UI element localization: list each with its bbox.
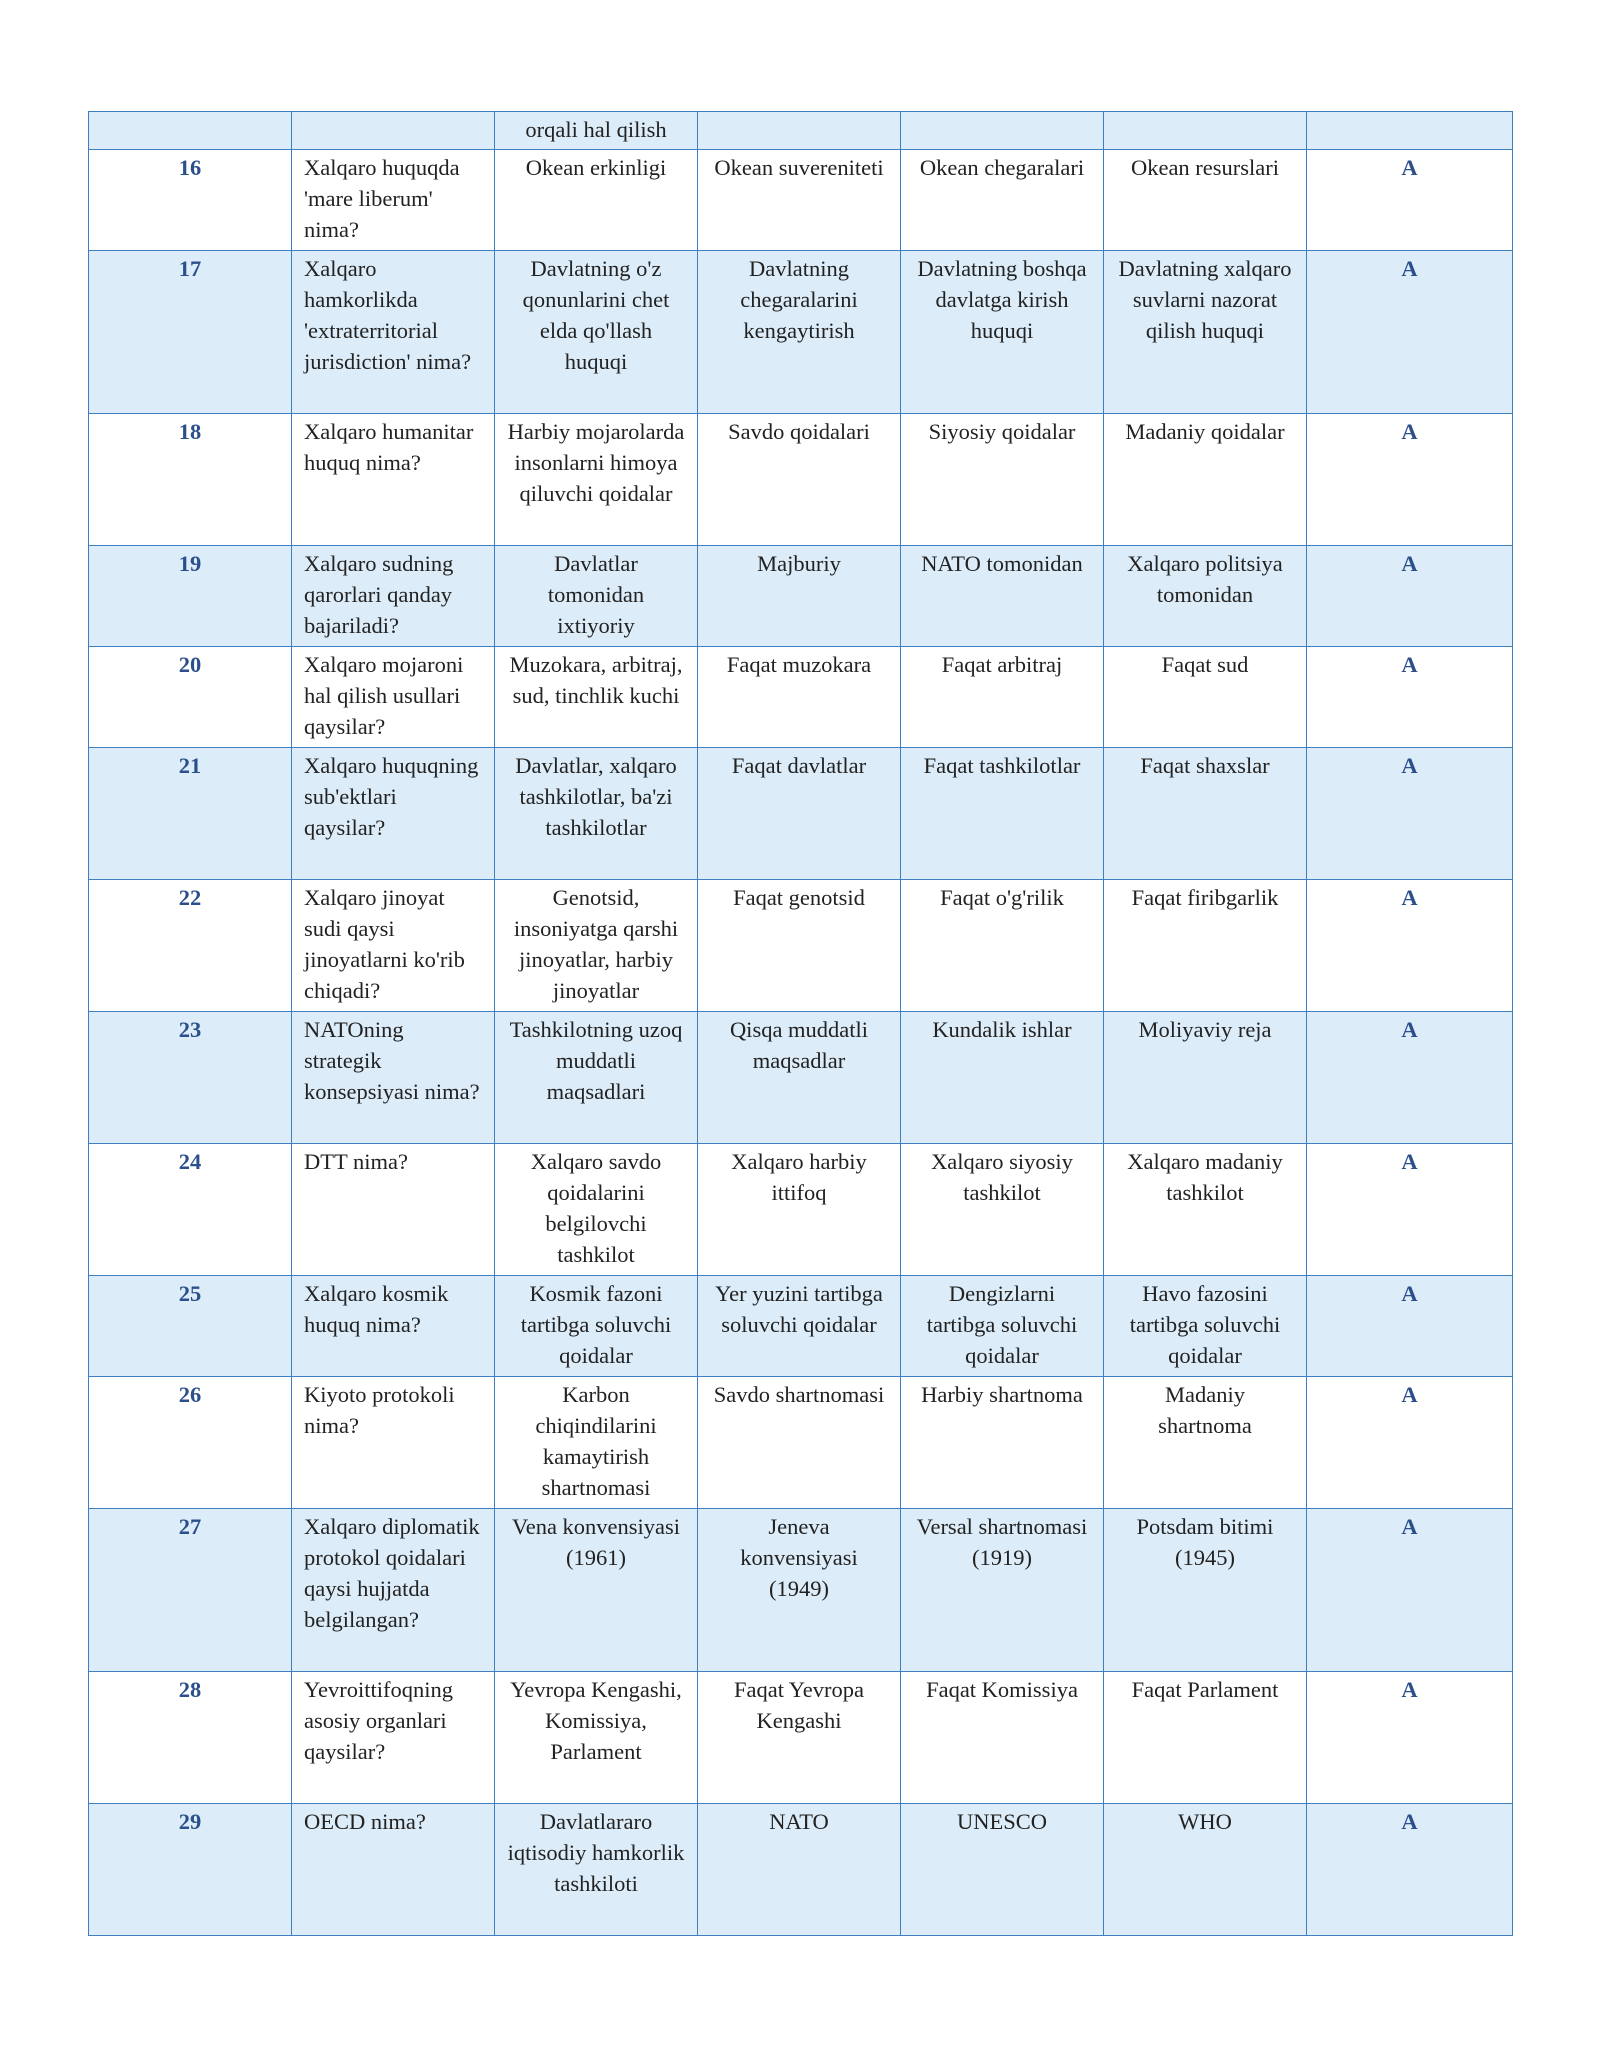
option-c: Versal shartnomasi (1919) — [901, 1509, 1104, 1672]
option-d — [1104, 112, 1307, 150]
table-row — [89, 647, 1513, 748]
question-text: Xalqaro kosmik huquq nima? — [292, 1276, 495, 1377]
question-number: 17 — [89, 251, 292, 414]
question-number: 25 — [89, 1276, 292, 1377]
option-b: Okean suvereniteti — [698, 150, 901, 251]
option-d: Faqat firibgarlik — [1104, 880, 1307, 1012]
option-d: Faqat shaxslar — [1104, 748, 1307, 880]
question-text: DTT nima? — [292, 1144, 495, 1276]
table-row — [89, 880, 1513, 1012]
correct-answer: A — [1307, 1804, 1513, 1936]
option-c: Faqat o'g'rilik — [901, 880, 1104, 1012]
correct-answer: A — [1307, 1509, 1513, 1672]
option-d: Faqat Parlament — [1104, 1672, 1307, 1804]
question-number: 21 — [89, 748, 292, 880]
question-text: NATOning strategik konsepsiyasi nima? — [292, 1012, 495, 1144]
option-a: Davlatning o'z qonunlarini chet elda qo'llash huquqi — [495, 251, 698, 414]
question-text: Xalqaro jinoyat sudi qaysi jinoyatlarni ko'rib chiqadi? — [292, 880, 495, 1012]
question-text: Xalqaro hamkorlikda 'extraterritorial jurisdiction' nima? — [292, 251, 495, 414]
option-c: Faqat Komissiya — [901, 1672, 1104, 1804]
option-b: NATO — [698, 1804, 901, 1936]
question-text: Xalqaro mojaroni hal qilish usullari qaysilar? — [292, 647, 495, 748]
correct-answer — [1307, 112, 1513, 150]
question-number: 24 — [89, 1144, 292, 1276]
question-text: OECD nima? — [292, 1804, 495, 1936]
table-row — [89, 1804, 1513, 1936]
option-c: UNESCO — [901, 1804, 1104, 1936]
correct-answer: A — [1307, 748, 1513, 880]
option-a: Karbon chiqindilarini kamaytirish shartnomasi — [495, 1377, 698, 1509]
option-b: Savdo qoidalari — [698, 414, 901, 546]
option-c: Xalqaro siyosiy tashkilot — [901, 1144, 1104, 1276]
correct-answer: A — [1307, 251, 1513, 414]
table-row — [89, 1377, 1513, 1509]
option-a: Genotsid, insoniyatga qarshi jinoyatlar, harbiy jinoyatlar — [495, 880, 698, 1012]
option-c: Faqat tashkilotlar — [901, 748, 1104, 880]
option-d: Havo fazosini tartibga soluvchi qoidalar — [1104, 1276, 1307, 1377]
correct-answer: A — [1307, 1672, 1513, 1804]
question-text: Xalqaro huquqning sub'ektlari qaysilar? — [292, 748, 495, 880]
question-number: 18 — [89, 414, 292, 546]
correct-answer: A — [1307, 546, 1513, 647]
correct-answer: A — [1307, 880, 1513, 1012]
option-a: Yevropa Kengashi, Komissiya, Parlament — [495, 1672, 698, 1804]
option-b — [698, 112, 901, 150]
table-row — [89, 150, 1513, 251]
option-c: NATO tomonidan — [901, 546, 1104, 647]
option-d: Okean resurslari — [1104, 150, 1307, 251]
table-row — [89, 1144, 1513, 1276]
question-text: Xalqaro huquqda 'mare liberum' nima? — [292, 150, 495, 251]
option-b: Majburiy — [698, 546, 901, 647]
correct-answer: A — [1307, 1012, 1513, 1144]
correct-answer: A — [1307, 414, 1513, 546]
correct-answer: A — [1307, 1276, 1513, 1377]
option-a: Davlatlararo iqtisodiy hamkorlik tashkiloti — [495, 1804, 698, 1936]
question-number: 19 — [89, 546, 292, 647]
option-b: Savdo shartnomasi — [698, 1377, 901, 1509]
option-a: Vena konvensiyasi (1961) — [495, 1509, 698, 1672]
option-c: Siyosiy qoidalar — [901, 414, 1104, 546]
option-a: orqali hal qilish — [495, 112, 698, 150]
correct-answer: A — [1307, 647, 1513, 748]
table-row — [89, 546, 1513, 647]
question-number: 27 — [89, 1509, 292, 1672]
option-d: Madaniy qoidalar — [1104, 414, 1307, 546]
option-b: Jeneva konvensiyasi (1949) — [698, 1509, 901, 1672]
option-b: Faqat muzokara — [698, 647, 901, 748]
table-row — [89, 112, 1513, 150]
option-d: WHO — [1104, 1804, 1307, 1936]
option-a: Muzokara, arbitraj, sud, tinchlik kuchi — [495, 647, 698, 748]
option-a: Xalqaro savdo qoidalarini belgilovchi tashkilot — [495, 1144, 698, 1276]
option-d: Moliyaviy reja — [1104, 1012, 1307, 1144]
option-c: Kundalik ishlar — [901, 1012, 1104, 1144]
option-a: Okean erkinligi — [495, 150, 698, 251]
table-row — [89, 1276, 1513, 1377]
question-number: 22 — [89, 880, 292, 1012]
question-number: 16 — [89, 150, 292, 251]
question-number: 28 — [89, 1672, 292, 1804]
question-text: Xalqaro diplomatik protokol qoidalari qaysi hujjatda belgilangan? — [292, 1509, 495, 1672]
option-a: Tashkilotning uzoq muddatli maqsadlari — [495, 1012, 698, 1144]
option-b: Faqat genotsid — [698, 880, 901, 1012]
option-c — [901, 112, 1104, 150]
correct-answer: A — [1307, 1377, 1513, 1509]
table-row — [89, 1672, 1513, 1804]
option-d: Potsdam bitimi (1945) — [1104, 1509, 1307, 1672]
document-page — [88, 111, 1512, 1936]
option-a: Davlatlar, xalqaro tashkilotlar, ba'zi tashkilotlar — [495, 748, 698, 880]
quiz-table — [88, 111, 1513, 1936]
option-a: Davlatlar tomonidan ixtiyoriy — [495, 546, 698, 647]
question-number: 20 — [89, 647, 292, 748]
question-number — [89, 112, 292, 150]
option-d: Davlatning xalqaro suvlarni nazorat qilish huquqi — [1104, 251, 1307, 414]
option-c: Okean chegaralari — [901, 150, 1104, 251]
option-b: Faqat Yevropa Kengashi — [698, 1672, 901, 1804]
option-a: Kosmik fazoni tartibga soluvchi qoidalar — [495, 1276, 698, 1377]
option-d: Madaniy shartnoma — [1104, 1377, 1307, 1509]
option-c: Harbiy shartnoma — [901, 1377, 1104, 1509]
option-c: Dengizlarni tartibga soluvchi qoidalar — [901, 1276, 1104, 1377]
option-d: Xalqaro madaniy tashkilot — [1104, 1144, 1307, 1276]
table-row — [89, 748, 1513, 880]
option-b: Xalqaro harbiy ittifoq — [698, 1144, 901, 1276]
question-text: Yevroittifoqning asosiy organlari qaysilar? — [292, 1672, 495, 1804]
option-b: Davlatning chegaralarini kengaytirish — [698, 251, 901, 414]
table-row — [89, 251, 1513, 414]
table-row — [89, 1012, 1513, 1144]
option-b: Yer yuzini tartibga soluvchi qoidalar — [698, 1276, 901, 1377]
question-number: 26 — [89, 1377, 292, 1509]
table-row — [89, 1509, 1513, 1672]
question-text: Xalqaro humanitar huquq nima? — [292, 414, 495, 546]
option-d: Xalqaro politsiya tomonidan — [1104, 546, 1307, 647]
question-number: 23 — [89, 1012, 292, 1144]
question-text: Kiyoto protokoli nima? — [292, 1377, 495, 1509]
option-c: Faqat arbitraj — [901, 647, 1104, 748]
option-c: Davlatning boshqa davlatga kirish huquqi — [901, 251, 1104, 414]
option-a: Harbiy mojarolarda insonlarni himoya qiluvchi qoidalar — [495, 414, 698, 546]
option-b: Faqat davlatlar — [698, 748, 901, 880]
correct-answer: A — [1307, 150, 1513, 251]
question-number: 29 — [89, 1804, 292, 1936]
option-b: Qisqa muddatli maqsadlar — [698, 1012, 901, 1144]
question-text — [292, 112, 495, 150]
correct-answer: A — [1307, 1144, 1513, 1276]
question-text: Xalqaro sudning qarorlari qanday bajariladi? — [292, 546, 495, 647]
option-d: Faqat sud — [1104, 647, 1307, 748]
table-row — [89, 414, 1513, 546]
